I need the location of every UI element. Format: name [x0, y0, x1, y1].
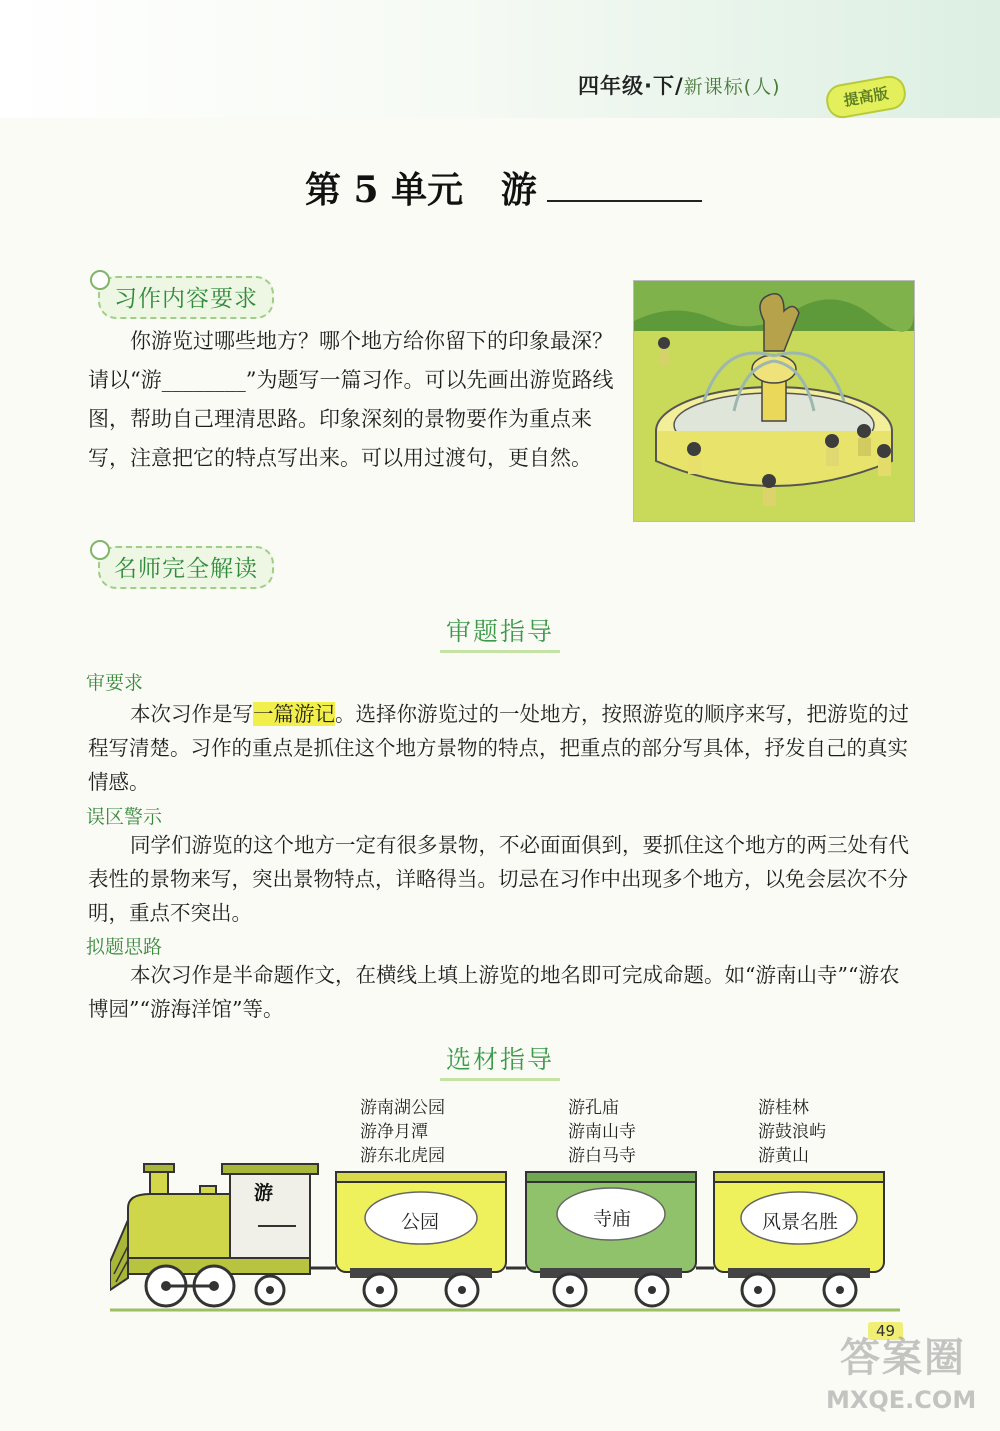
- list-item: 游净月潭: [360, 1122, 428, 1142]
- list-item: 游孔庙: [568, 1098, 619, 1118]
- subhead-title-ideas: 拟题思路: [86, 936, 163, 958]
- fountain-illustration: [633, 280, 915, 522]
- header-edition: 新课标(人): [683, 76, 781, 98]
- train-engine: [110, 1164, 318, 1306]
- highlighted-phrase: 一篇游记: [253, 702, 335, 726]
- list-item: 游东北虎园: [360, 1146, 445, 1166]
- car-label-scenic: 风景名胜: [761, 1211, 838, 1233]
- page-number: 49: [868, 1322, 903, 1340]
- bubble-icon: [90, 270, 110, 290]
- list-item: 游南湖公园: [360, 1098, 445, 1118]
- list-item: 游黄山: [758, 1146, 809, 1166]
- watermark-url: MXQE.COM: [826, 1386, 977, 1414]
- list-item: 游白马寺: [568, 1146, 636, 1166]
- req-text-post: 。选择你游览过的一处地方，按照游览的顺序来写，把游览的过程写清楚。习作的重点是抓住这个地方景物的特点，把重点的部分写具体，抒发自己的真实情感。: [88, 702, 909, 794]
- train-car-park: [336, 1172, 506, 1306]
- header-grade: [578, 70, 780, 100]
- topic-prefix: 游: [500, 169, 537, 211]
- page-title: [305, 162, 725, 213]
- pitfalls-paragraph: 同学们游览的这个地方一定有很多景物，不必面面俱到，要抓住这个地方的两三处有代表性的景物来写，突出景物特点，详略得当。切忌在习作中出现多个地方，以免会层次不分明，重点不突出。: [88, 833, 909, 925]
- edition-badge: 提高版: [824, 73, 909, 120]
- header-grade-label: 四年级·下/: [578, 74, 684, 98]
- engine-label: 游: [254, 1182, 274, 1204]
- req-text-pre: 本次习作是写: [130, 702, 253, 726]
- train-car-temple: [526, 1172, 696, 1306]
- list-item: 游桂林: [758, 1098, 809, 1118]
- watermark-logo-text: 答案圈: [840, 1335, 966, 1381]
- unit-label: 第 5 单元: [305, 169, 464, 211]
- list-item: 游鼓浪屿: [758, 1122, 826, 1142]
- section-label-text: 名师完全解读: [114, 556, 258, 582]
- title-blank-line: [547, 200, 702, 202]
- watermark: [820, 1326, 992, 1422]
- title-ideas-paragraph: 本次习作是半命题作文，在横线上填上游览的地名即可完成命题。如“游南山寺”“游农博园”“游海洋馆”等。: [88, 963, 900, 1021]
- heading-material-guide: 选材指导: [440, 1040, 560, 1081]
- section-label-requirements: [98, 276, 274, 319]
- requirements-paragraph: 你游览过哪些地方？哪个地方给你留下的印象最深？请以“游________”为题写一篇习作。可以先画出游览路线图，帮助自己理清思路。印象深刻的景物要作为重点来写，注意把它的特点写出来。可以用过渡句，更自然。: [88, 329, 614, 470]
- heading-review-guide: 审题指导: [440, 612, 560, 653]
- train-car-scenic: [714, 1172, 884, 1306]
- list-item: 游南山寺: [568, 1122, 636, 1142]
- bubble-icon: [90, 540, 110, 560]
- requirements-analysis-paragraph: [88, 697, 918, 799]
- subhead-requirements: 审要求: [86, 672, 144, 694]
- section-label-text: 习作内容要求: [114, 286, 258, 312]
- section-label-analysis: [98, 546, 274, 589]
- car-label-park: 公园: [400, 1211, 439, 1233]
- car-label-temple: 寺庙: [592, 1208, 631, 1230]
- train-illustration: [110, 1150, 910, 1325]
- subhead-pitfalls: 误区警示: [86, 806, 163, 828]
